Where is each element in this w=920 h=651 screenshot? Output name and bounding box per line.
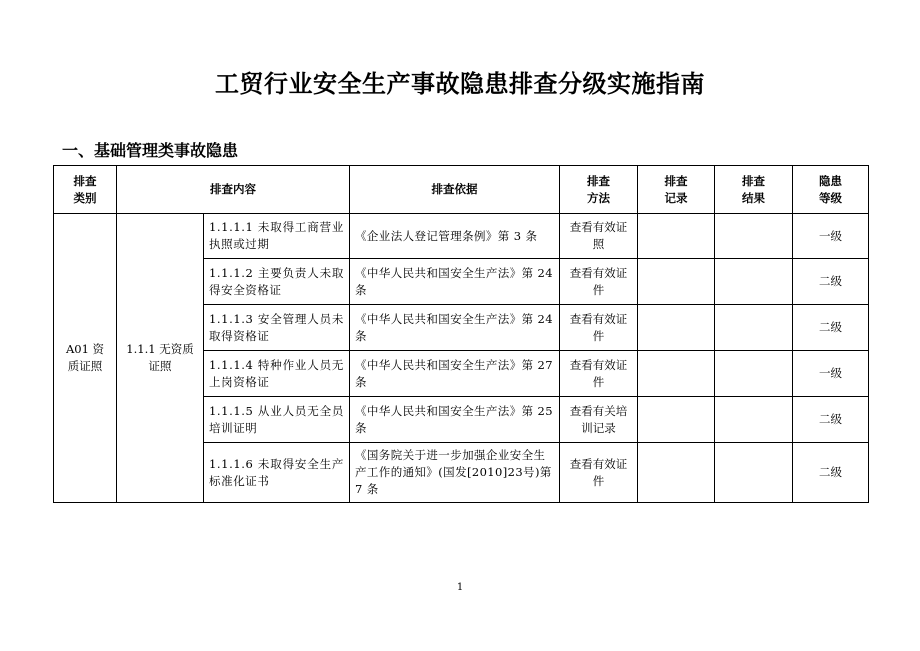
basis-cell: 《中华人民共和国安全生产法》第 24 条 <box>350 259 560 305</box>
record-cell[interactable] <box>638 305 715 351</box>
result-cell[interactable] <box>715 214 793 259</box>
header-basis: 排查依据 <box>350 166 560 214</box>
table-header-row <box>54 166 869 214</box>
basis-cell: 《国务院关于进一步加强企业安全生产工作的通知》(国发[2010]23号)第 7 条 <box>350 443 560 503</box>
record-cell[interactable] <box>638 351 715 397</box>
header-method <box>560 166 638 214</box>
method-cell: 查看有效证件 <box>560 305 638 351</box>
subcategory-line-1: 1.1.1 无资质 <box>126 342 194 356</box>
level-cell: 一级 <box>793 351 869 397</box>
result-cell[interactable] <box>715 259 793 305</box>
item-cell: 1.1.1.4 特种作业人员无上岗资格证 <box>204 351 350 397</box>
level-cell: 一级 <box>793 214 869 259</box>
header-record-line-2: 记录 <box>664 190 688 205</box>
method-cell: 查看有效证件 <box>560 259 638 305</box>
basis-cell: 《中华人民共和国安全生产法》第 27 条 <box>350 351 560 397</box>
record-cell[interactable] <box>638 259 715 305</box>
subcategory-line-2: 证照 <box>148 359 172 373</box>
level-cell: 二级 <box>793 443 869 503</box>
category-cell <box>54 214 117 503</box>
item-cell: 1.1.1.5 从业人员无全员培训证明 <box>204 397 350 443</box>
header-result <box>715 166 793 214</box>
result-cell[interactable] <box>715 305 793 351</box>
header-category <box>54 166 117 214</box>
method-cell: 查看有效证照 <box>560 214 638 259</box>
record-cell[interactable] <box>638 397 715 443</box>
result-cell[interactable] <box>715 443 793 503</box>
level-cell: 二级 <box>793 397 869 443</box>
basis-cell: 《中华人民共和国安全生产法》第 24 条 <box>350 305 560 351</box>
record-cell[interactable] <box>638 214 715 259</box>
result-cell[interactable] <box>715 397 793 443</box>
item-cell: 1.1.1.1 未取得工商营业执照或过期 <box>204 214 350 259</box>
header-level-line-1: 隐患 <box>819 173 842 188</box>
page-number: 1 <box>456 582 464 593</box>
header-result-line-2: 结果 <box>742 190 765 205</box>
hazard-inspection-table <box>53 165 869 503</box>
section-heading: 一、基础管理类事故隐患 <box>62 141 239 160</box>
category-line-2: 质证照 <box>67 359 103 373</box>
header-category-line-2: 类别 <box>73 190 97 205</box>
subcategory-cell <box>117 214 204 503</box>
header-content: 排查内容 <box>117 166 350 214</box>
item-cell: 1.1.1.2 主要负责人未取得安全资格证 <box>204 259 350 305</box>
item-cell: 1.1.1.3 安全管理人员未取得资格证 <box>204 305 350 351</box>
basis-cell: 《企业法人登记管理条例》第 3 条 <box>350 214 560 259</box>
header-result-line-1: 排查 <box>742 173 765 188</box>
document-title: 工贸行业安全生产事故隐患排查分级实施指南 <box>215 70 705 98</box>
table-row <box>54 214 869 259</box>
header-category-line-1: 排查 <box>73 173 97 188</box>
method-cell: 查看有关培训记录 <box>560 397 638 443</box>
level-cell: 二级 <box>793 259 869 305</box>
header-record <box>638 166 715 214</box>
header-method-line-1: 排查 <box>587 173 610 188</box>
record-cell[interactable] <box>638 443 715 503</box>
method-cell: 查看有效证件 <box>560 443 638 503</box>
method-cell: 查看有效证件 <box>560 351 638 397</box>
header-method-line-2: 方法 <box>587 190 610 205</box>
category-line-1: A01 资 <box>65 342 105 356</box>
header-level-line-2: 等级 <box>819 190 842 205</box>
basis-cell: 《中华人民共和国安全生产法》第 25 条 <box>350 397 560 443</box>
header-level <box>793 166 869 214</box>
item-cell: 1.1.1.6 未取得安全生产标准化证书 <box>204 443 350 503</box>
result-cell[interactable] <box>715 351 793 397</box>
header-record-line-1: 排查 <box>664 173 688 188</box>
level-cell: 二级 <box>793 305 869 351</box>
